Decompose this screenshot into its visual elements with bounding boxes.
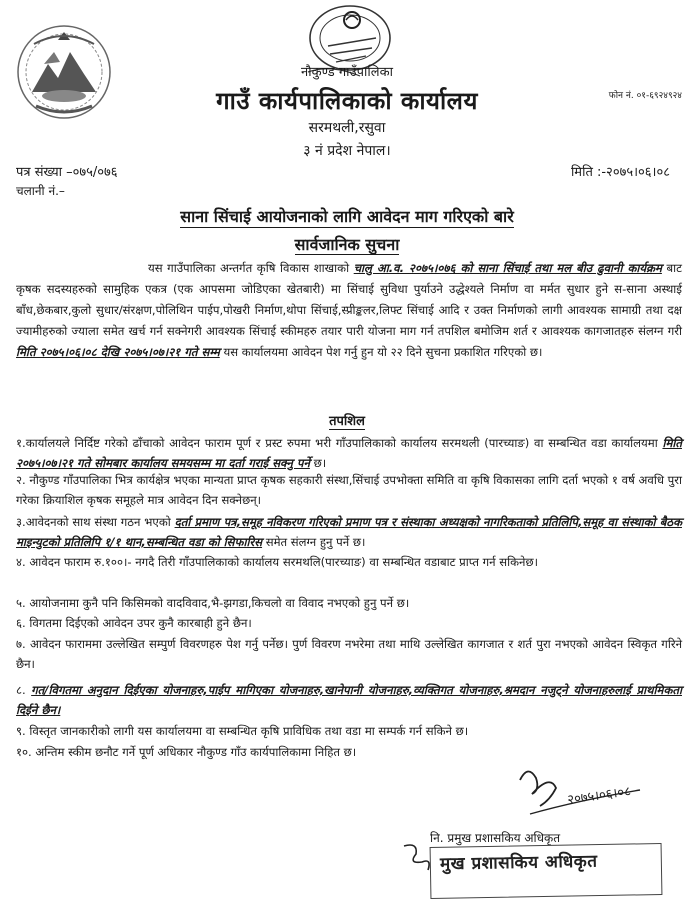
- list-item: ४. आवेदन फाराम रु.१००।- नगदै तिरी गाँउपालिकाको कार्यालय सरमथलि(पारच्याङ) वा सम्बन्धित वडाबाट प्राप्त गर्न सकिनेछ।: [16, 555, 538, 569]
- list-item: ७. आवेदन फाराममा उल्लेखित सम्पुर्ण विवरणहरु पेश गर्नु पर्नेछ। पुर्ण विवरण नभरेमा तथा माथि उल्लेखित कागजात र शर्त पुरा नभएको आवेदन स्विकृत गरिने छैन।: [16, 637, 682, 671]
- designation-stamp-text: मुख प्रशासकिय अधिकृत: [439, 851, 598, 875]
- letter-date: मिति :-२०७५।०६।०८: [570, 165, 670, 180]
- officer-designation: नि. प्रमुख प्रशासकिय अधिकृत: [430, 831, 561, 845]
- body-part-3: यस कार्यालयमा आवेदन पेश गर्नु हुन यो २२ दिने सुचना प्रकाशित गरिएको छ।: [219, 345, 543, 359]
- item-3-end: समेत संलग्न हुनु पर्ने छ।: [262, 535, 366, 549]
- notice-body: [16, 258, 682, 363]
- item-3-highlight: दर्ता प्रमाण पत्र,समूह नविकरण गरिएको प्रमाण पत्र र संस्थाका अध्यक्षको नागरिकताको प्रतिलिपि,समूह वा संस्थाको बैठक माइन्युटको प्रतिलिपि १/१ थान,सम्बन्धित वडा को सिफारिस: [16, 515, 682, 549]
- list-item: ५. आयोजनामा कुनै पनि किसिमको वादविवाद,भै-झगडा,किचलो वा विवाद नभएको हुनु पर्ने छ।: [16, 596, 410, 610]
- body-part-2: बाट कृषक सदस्यहरुको सामुहिक एकत्र (एक आपसमा जोडिएका खेतबारी) मा सिंचाई सुविधा पुर्याउने उद्धेश्यले निर्माण वा मर्मत सुधार हुने स-साना अस्थाई बाँध,छेकबार,कुलो सुधार/संरक्षण,पोलिथिन पाईप,पोखरी निर्माण,थोपा सिंचाई,स्प्रीङ्कलर,लिफ्ट सिंचाई आदि र उक्त निर्माणको लागी आवश्यक सामाग्री तथा दक्ष ज्यामीहरुको ज्याला समेत खर्च गर्न सक्नेगरी आवश्यक सिंचाई स्कीमहरु तयार पारी योजना माग गर्न तपशिल बमोजिम शर्त र आवश्यक कागजातहरु संलग्न गरी: [16, 261, 682, 338]
- item-8-highlight: गत/विगतमा अनुदान दिईएका योजनाहरु,पाईप मागिएका योजनाहरु,खानेपानी योजनाहरु,व्यक्तिगत योजनाहरु,श्रमदान नजुट्ने योजनाहरुलाई प्राथमिकता दिईने छैन।: [16, 683, 682, 717]
- office-address: सरमथली,रसुवा: [308, 120, 386, 136]
- details-heading: [0, 411, 694, 429]
- item-1-highlight: मिति २०७५।०७।२१ गते सोमबार कार्यालय समयसम्म मा दर्ता गराई सक्नु पर्ने: [16, 436, 682, 470]
- notice-text: सार्वजानिक सुचना: [294, 235, 400, 254]
- program-highlight: चालु आ.व. २०७५।०७६ को साना सिंचाई तथा मल बीउ ढुवानी कार्यक्रम: [353, 261, 662, 275]
- item-1-end: छ।: [309, 456, 327, 470]
- municipality-name: नौकुण्ड गाउँपालिका: [301, 65, 393, 80]
- body-part-1: यस गाउँपालिका अन्तर्गत कृषि विकास शाखाको: [148, 261, 354, 275]
- list-item: १०. अन्तिम स्कीम छनौट गर्ने पूर्ण अधिकार नौकुण्ड गाँउ कार्यपालिकामा निहित छ।: [16, 745, 357, 759]
- subject-heading: [0, 205, 694, 227]
- phone-number: फोन नं. ०१-६९२४९२४: [608, 91, 682, 101]
- signature-date: २०७५।०६।०८: [566, 784, 632, 808]
- subject-text: साना सिंचाई आयोजनाको लागि आवेदन माग गरिएको बारे: [180, 207, 514, 226]
- officer-signature: [510, 760, 650, 820]
- list-item: [16, 680, 682, 720]
- item-3-text: ३.आवेदनको साथ संस्था गठन भएको: [16, 515, 175, 529]
- dispatch-number: चलानी नं.–: [16, 184, 65, 198]
- notice-heading: [0, 233, 694, 255]
- details-heading-text: तपशिल: [329, 414, 365, 429]
- province-label: ३ नं प्रदेश नेपाल।: [303, 143, 391, 159]
- list-item: २. नौकुण्ड गाँउपालिका भित्र कार्यक्षेत्र भएका मान्यता प्राप्त कृषक सहकारी संस्था,सिंचाई उपभोक्ता समिति वा कृषि विकासका लागि दर्ता भएको १ वर्ष अवधि पुरा गरेका क्रियाशिल कृषक समूहले मात्र आवेदन दिन सक्नेछन्।: [16, 473, 682, 507]
- item-1-text: १.कार्यालयले निर्दिष्ट गरेको ढाँचाको आवेदन फाराम पूर्ण र प्रस्ट रुपमा भरी गाँउपालिकाको कार्यालय सरमथली (पारच्याङ) वा सम्बन्धित वडा कार्यालयमा: [16, 436, 663, 450]
- list-item: [16, 433, 682, 473]
- list-item: ९. विस्तृत जानकारीको लागी यस कार्यालयमा वा सम्बन्धित कृषि प्राविधिक तथा वडा मा सम्पर्क गर्न सकिने छ।: [16, 724, 469, 738]
- office-title: गाउँ कार्यपालिकाको कार्यालय: [216, 87, 478, 115]
- item-8-number: ८.: [16, 683, 32, 697]
- deadline-highlight: मिति २०७५।०६।०८ देखि २०७५।०७।२१ गते सम्म: [16, 345, 220, 359]
- list-item: [16, 512, 682, 552]
- list-item: ६. विगतमा दिईएको आवेदन उपर कुनै कारबाही हुने छैन।: [16, 616, 252, 630]
- letter-number: पत्र संख्या –०७५/०७६: [16, 165, 118, 180]
